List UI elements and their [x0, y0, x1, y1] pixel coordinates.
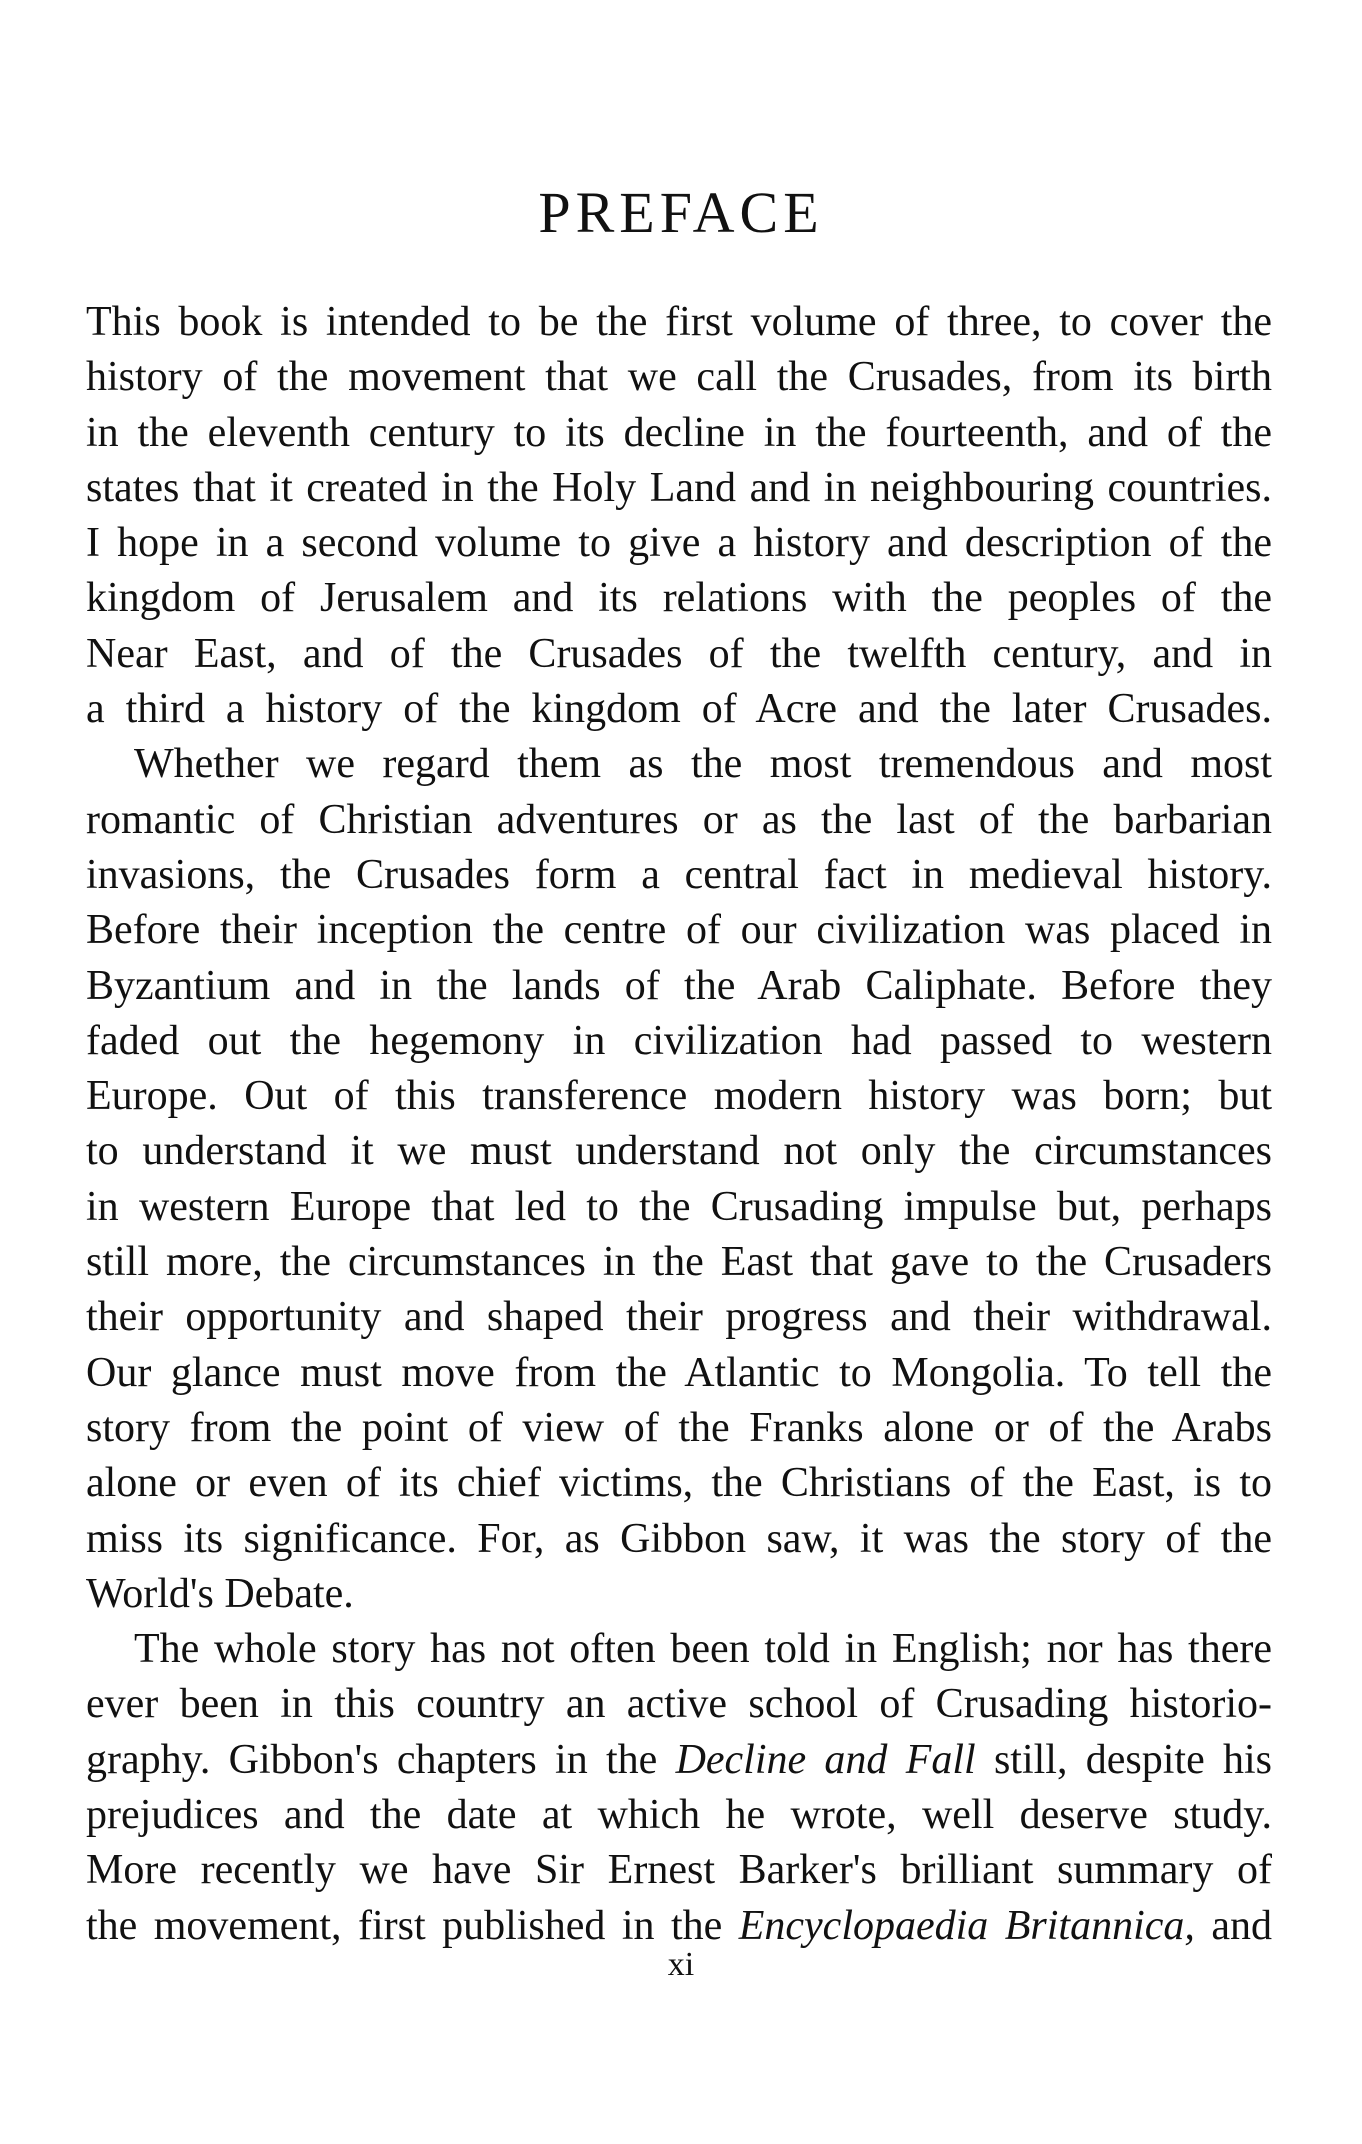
text-segment: graphy. Gibbon's chapters in the	[86, 1736, 676, 1783]
text-line: states that it created in the Holy Land and in neighbouring countries.	[86, 464, 1272, 511]
text-line: Byzantium and in the lands of the Arab Caliphate. Before they	[86, 962, 1272, 1009]
paragraph-2	[86, 737, 1272, 1622]
text-line: This book is intended to be the first volume of three, to cover the	[86, 299, 1272, 345]
page-title: PREFACE	[538, 180, 824, 245]
text-line: in the eleventh century to its decline in the fourteenth, and of the	[86, 409, 1272, 456]
text-line: in western Europe that led to the Crusading impulse but, perhaps	[86, 1183, 1272, 1230]
preface-body	[86, 295, 1272, 1954]
text-line: Before their inception the centre of our civilization was placed in	[86, 907, 1272, 954]
text-line: ever been in this country an active school of Crusading historio-	[86, 1681, 1272, 1728]
text-segment: and	[1194, 1902, 1272, 1949]
text-line: history of the movement that we call the Crusades, from its birth	[86, 354, 1272, 401]
text-segment: the movement, first published in the	[86, 1902, 739, 1949]
text-line: kingdom of Jerusalem and its relations with the peoples of the	[86, 575, 1272, 622]
text-line: More recently we have Sir Ernest Barker's brilliant summary of	[86, 1847, 1272, 1894]
text-line-with-title	[86, 1733, 1272, 1788]
paragraph-3	[86, 1622, 1272, 1954]
text-line: story from the point of view of the Franks alone or of the Arabs	[86, 1404, 1272, 1451]
text-line: romantic of Christian adventures or as the last of the barbarian	[86, 796, 1272, 843]
page-number: xi	[667, 1946, 695, 1983]
text-line: World's Debate.	[86, 1570, 354, 1617]
text-line: Whether we regard them as the most tremendous and most	[134, 741, 1272, 788]
text-line: miss its significance. For, as Gibbon saw, it was the story of the	[86, 1515, 1272, 1562]
text-line: a third a history of the kingdom of Acre and the later Crusades.	[86, 686, 1272, 733]
text-line: still more, the circumstances in the East that gave to the Crusaders	[86, 1239, 1272, 1286]
text-line: The whole story has not often been told in English; nor has there	[134, 1626, 1272, 1673]
text-line: their opportunity and shaped their progress and their withdrawal.	[86, 1294, 1272, 1341]
book-title-decline-and-fall: Decline and Fall	[675, 1736, 976, 1783]
text-line: I hope in a second volume to give a history and description of the	[86, 520, 1272, 567]
text-line: faded out the hegemony in civilization had passed to western	[86, 1017, 1272, 1064]
text-line: alone or even of its chief victims, the Christians of the East, is to	[86, 1460, 1272, 1507]
book-title-encyclopaedia: Encyclopaedia Britannica,	[738, 1902, 1195, 1949]
text-line: Europe. Out of this transference modern history was born; but	[86, 1073, 1272, 1120]
paragraph-1	[86, 295, 1272, 737]
text-segment: still, despite his	[975, 1736, 1272, 1783]
text-line: invasions, the Crusades form a central fact in medieval history.	[86, 851, 1272, 898]
text-line: prejudices and the date at which he wrote, well deserve study.	[86, 1792, 1272, 1839]
text-line: to understand it we must understand not only the circumstances	[86, 1128, 1272, 1175]
text-line: Our glance must move from the Atlantic to Mongolia. To tell the	[86, 1349, 1272, 1396]
text-line: Near East, and of the Crusades of the twelfth century, and in	[86, 630, 1272, 677]
